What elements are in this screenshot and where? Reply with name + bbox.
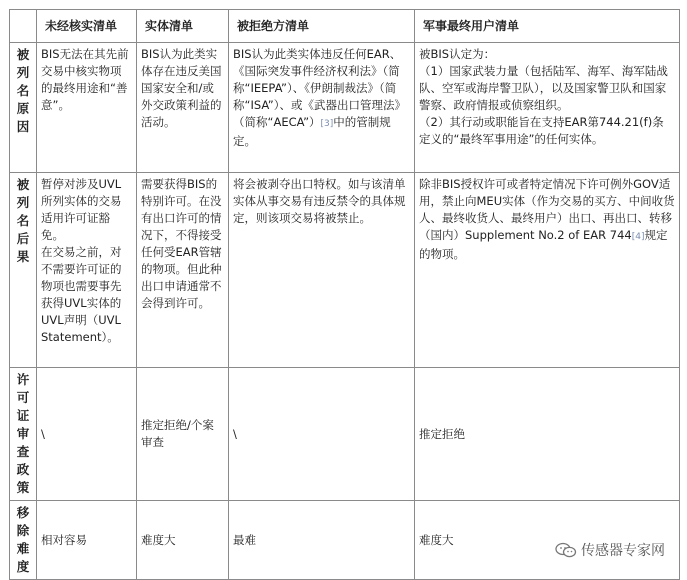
cell-meu-consequence bbox=[415, 173, 680, 368]
row-license-review-policy bbox=[10, 368, 680, 501]
row-label-char: 度 bbox=[16, 559, 30, 574]
wechat-icon bbox=[555, 542, 577, 558]
cell-paragraph: 暂停对涉及UVL所列实体的交易适用许可证豁免。 bbox=[41, 177, 122, 242]
row-label-char: 查 bbox=[16, 444, 30, 459]
cell-paragraph: 被BIS认定为： bbox=[419, 47, 496, 61]
row-label-char: 难 bbox=[16, 541, 30, 556]
row-label bbox=[10, 368, 37, 501]
cell-paragraph: 需要获得BIS的特别许可。在没有出口许可的情况下，不得接受任何受EAR管辖的物项。但此种出口申请通常不会得到许可。 bbox=[141, 177, 222, 310]
cell-denied-consequence bbox=[229, 173, 415, 368]
row-label-char: 因 bbox=[16, 119, 30, 134]
row-label-char: 被 bbox=[16, 177, 30, 192]
cell-paragraph: 相对容易 bbox=[41, 532, 87, 547]
cell-paragraph: 将会被剥夺出口特权。如与该清单实体从事交易有违反禁令的具体规定，则该项交易将被禁止。 bbox=[233, 177, 406, 225]
cell-entity-consequence bbox=[137, 173, 229, 368]
row-label-char: 移 bbox=[16, 505, 30, 520]
export-control-lists-table bbox=[9, 9, 680, 580]
cell-denied-policy bbox=[229, 368, 415, 501]
cell-entity-reason bbox=[137, 43, 229, 173]
footnote-reference[interactable]: [3] bbox=[320, 119, 334, 129]
cell-paragraph: 除非BIS授权许可或者特定情况下许可例外GOV适用，禁止向MEU实体（作为交易的买方、中间收货人、最终收货人、最终用户）出口、再出口、转移（国内）Supplement No.2 of EAR 744[4]规定的物项。 bbox=[419, 177, 675, 261]
footnote-reference[interactable]: [4] bbox=[631, 232, 645, 242]
cell-paragraph: \ bbox=[233, 426, 237, 441]
cell-denied-difficulty bbox=[229, 501, 415, 580]
header-denied-persons-list: 被拒绝方清单 bbox=[229, 10, 415, 43]
header-military-end-user-list: 军事最终用户清单 bbox=[415, 10, 680, 43]
cell-paragraph: 难度大 bbox=[141, 532, 176, 547]
row-label bbox=[10, 501, 37, 580]
cell-paragraph: BIS认为此类实体违反任何EAR、《国际突发事件经济权利法》（简称“IEEPA”）、《伊朗制裁法》（简称“ISA”）、或《武器出口管理法》（简称“AECA”）[3]中的管制规定。 bbox=[233, 47, 407, 148]
header-corner bbox=[10, 10, 37, 43]
row-label-char: 名 bbox=[16, 213, 30, 228]
cell-unverified-reason bbox=[37, 43, 137, 173]
row-label-char: 策 bbox=[16, 480, 30, 495]
cell-paragraph: （1）国家武装力量（包括陆军、海军、海军陆战队、空军或海岸警卫队），以及国家警卫队和国家警察、政府情报或侦察组织。 bbox=[419, 64, 668, 112]
cell-paragraph: 推定拒绝/个案审查 bbox=[141, 418, 214, 449]
row-label-char: 许 bbox=[16, 372, 30, 387]
row-label-char: 被 bbox=[16, 47, 30, 62]
row-label-char: 除 bbox=[16, 523, 30, 538]
cell-unverified-difficulty bbox=[37, 501, 137, 580]
cell-paragraph: \ bbox=[41, 426, 45, 441]
row-label bbox=[10, 43, 37, 173]
cell-meu-reason bbox=[415, 43, 680, 173]
cell-entity-difficulty bbox=[137, 501, 229, 580]
row-label-char: 果 bbox=[16, 249, 30, 264]
row-label-char: 后 bbox=[16, 231, 30, 246]
cell-paragraph: 最难 bbox=[233, 532, 256, 547]
header-entity-list: 实体清单 bbox=[137, 10, 229, 43]
cell-paragraph: BIS认为此类实体存在违反美国国家安全和/或外交政策利益的活动。 bbox=[141, 47, 222, 129]
watermark-text: 传感器专家网 bbox=[581, 543, 665, 559]
cell-entity-policy bbox=[137, 368, 229, 501]
row-label-char: 列 bbox=[16, 65, 30, 80]
row-label-char: 原 bbox=[16, 101, 30, 116]
row-listing-reason bbox=[10, 43, 680, 173]
row-label-char: 可 bbox=[16, 390, 30, 405]
cell-paragraph: （2）其行动或职能旨在支持EAR第744.21(f)条定义的“最终军事用途”的任何实体。 bbox=[419, 115, 664, 146]
cell-unverified-consequence bbox=[37, 173, 137, 368]
cell-paragraph: 在交易之前，对不需要许可证的物项也需要事先获得UVL实体的UVL声明（UVL Statement）。 bbox=[41, 245, 122, 344]
row-label-char: 列 bbox=[16, 195, 30, 210]
cell-meu-policy bbox=[415, 368, 680, 501]
cell-denied-reason bbox=[229, 43, 415, 173]
header-row bbox=[10, 10, 680, 43]
row-label-char: 政 bbox=[16, 462, 30, 477]
watermark bbox=[551, 538, 669, 562]
row-label-char: 证 bbox=[16, 408, 30, 423]
row-label-char: 审 bbox=[16, 426, 30, 441]
row-listing-consequence bbox=[10, 173, 680, 368]
cell-paragraph: 难度大 bbox=[419, 532, 454, 547]
cell-unverified-policy bbox=[37, 368, 137, 501]
header-unverified-list: 未经核实清单 bbox=[37, 10, 137, 43]
row-label-char: 名 bbox=[16, 83, 30, 98]
cell-paragraph: BIS无法在其先前交易中核实物项的最终用途和“善意”。 bbox=[41, 47, 129, 112]
row-label bbox=[10, 173, 37, 368]
cell-paragraph: 推定拒绝 bbox=[419, 426, 465, 441]
